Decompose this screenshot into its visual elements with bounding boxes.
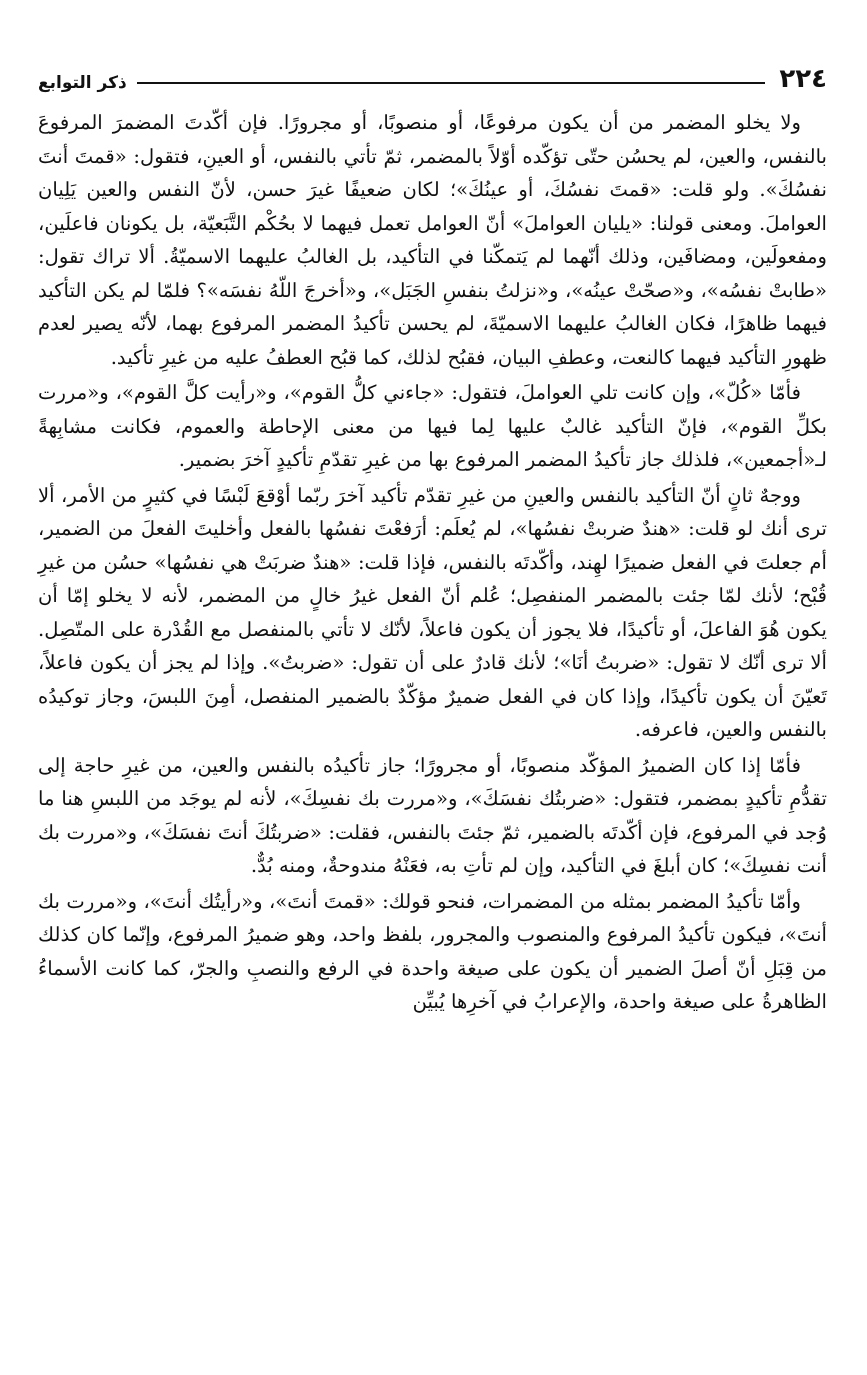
paragraph: ولا يخلو المضمر من أن يكون مرفوعًا، أو منصوبًا، أو مجرورًا. فإن أكّدتَ المضمرَ المرفوعَ بالنفس، والعين، لم يحسُن حتّى تؤكّده أوّلاً بالمضمر، ثمّ تأتي بالنفس، أو العينِ، فتقول: «قمتَ أنتَ نفسُكَ». ولو قلت: «قمتَ نفسُكَ، أو عينُكَ»؛ لكان ضعيفًا غيرَ حسن، لأنّ النفس والعين يَلِيان العواملَ. ومعنى قولنا: «يليان العواملَ» أنّ العوامل تعمل فيهما لا بحُكْم التَّبَعيّة، بل يكونان فاعلَين، ومفعولَين، ومضافَين، وذلك أنّهما لم يَتمكّنا في التأكيد، بل الغالبُ عليهما الاسميّةُ. ألا تراك تقول: «طابتْ نفسُه»، و«صحّتْ عينُه»، و«نزلتُ بنفسِ الجَبَل»، و«أخرجَ اللّهُ نفسَه»؟ فلمّا لم يكن التأكيد فيهما ظاهرًا، فكان الغالبُ عليهما الاسميّةَ، لم يحسن تأكيدُ المضمر المرفوع بهما، لأنّه يصير لعدم ظهورِ التأكيد فيهما كالنعت، وعطفِ البيان، فقبُح لذلك، كما قبُح العطفُ عليه من غيرِ تأكيد. — [38, 111, 827, 369]
paragraph: وأمّا تأكيدُ المضمر بمثله من المضمرات، فنحو قولك: «قمتَ أنتَ»، و«رأيتُك أنتَ»، و«مررت بك أنتَ»، فيكون تأكيدُ المرفوع والمنصوب والمجرور، بلفظ واحد، وهو ضميرُ المرفوع، وإنّما كان كذلك من قِبَلِ أنّ أصلَ الضمير أن يكون على صيغة واحدة في الرفع والنصبِ والجرّ، كما كانت الأسماءُ الظاهرةُ على صيغة واحدة، والإعرابُ في آخرِها يُبيِّن — [38, 889, 827, 1013]
header-rule — [137, 82, 766, 84]
page-number: ٢٢٤ — [779, 64, 827, 94]
section-title: ذكر التوابع — [38, 73, 127, 93]
body-text — [38, 106, 827, 1019]
paragraph: ووجهٌ ثانٍ أنّ التأكيد بالنفس والعينِ من غيرِ تقدّم تأكيد آخرَ ربّما أوْقعَ لَبْسًا في كثيرٍ من الأمر، ألا ترى أنك لو قلت: «هندٌ ضربتْ نفسُها»، لم يُعلَم: أرَفعْتَ نفسُها بالفعل وأخليتَ الفعلَ من الضمير، أم جعلتَ في الفعل ضميرًا لهِند، وأكّدتَه بالنفس، فإذا قلت: «هندٌ ضربَتْ هي نفسُها» حسُن من غيرِ قُبْح؛ لأنك لمّا جئت بالمضمر المنفصِل؛ عُلم أنّ الفعل غيرُ خالٍ من المضمر، لأنه لا يخلو إمّا أن يكون هُوَ الفاعلَ، أو تأكيدًا، فلا يجوز أن يكون فاعلاً، لأنّك لا تأتي بالمنفصل مع القُدْرة على المتّصِل. ألا ترى أنّك لا تقول: «ضربتُ أنَا»؛ لأنك قادرٌ على أن تقول: «ضربتُ». وإذا لم يجز أن يكون فاعلاً، تَعيّنَ أن يكون تأكيدًا، وإذا كان في الفعل ضميرٌ مؤكّدٌ بالضمير المنفصل، أمِنَ اللبسَ، وجاز توكيدُه بالنفس والعين، فاعرفه. — [38, 483, 827, 741]
running-header — [38, 44, 827, 92]
paragraph: فأمّا إذا كان الضميرُ المؤكّد منصوبًا، أو مجرورًا؛ جاز تأكيدُه بالنفس والعين، من غيرِ حاجة إلى تقدُّمِ تأكيدٍ بمضمر، فتقول: «ضربتُك نفسَكَ»، و«مررت بك نفسِكَ»، لأنه لم يوجَد من اللبسِ هنا ما وُجد في المرفوع، فإن أكّدتَه بالضمير، ثمّ جئتَ بالنفس، فقلت: «ضربتُكَ أنتَ نفسَكَ»، و«مررت بك أنت نفسِكَ»؛ كان أبلغَ في التأكيد، وإن لم تأتِ به، فعَنْهُ مندوحةٌ، ومنه بُدٌّ. — [38, 753, 827, 877]
paragraph: فأمّا «كُلّ»، وإن كانت تلي العواملَ، فتقول: «جاءني كلُّ القوم»، و«رأيت كلَّ القوم»، و«مررت بكلِّ القوم»، فإنّ التأكيد غالبٌ عليها لِما فيها من معنى الإحاطة والعموم، فكانت مشابِهةً لـ«أجمعين»، فلذلك جاز تأكيدُ المضمر المرفوع بها من غيرِ تقدّمِ تأكيدٍ آخرَ بضمير. — [38, 381, 827, 471]
